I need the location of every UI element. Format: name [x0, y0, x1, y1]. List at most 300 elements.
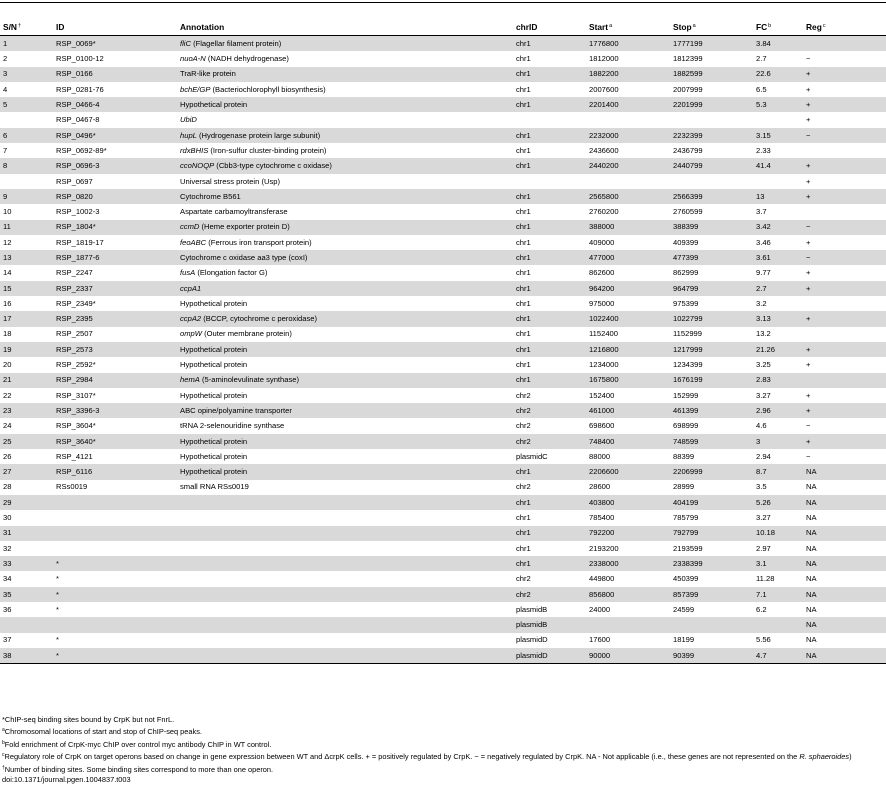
cell-fc: 6.5 — [756, 84, 767, 94]
table-row — [0, 464, 886, 479]
cell-reg — [803, 143, 886, 158]
cell-annotation — [177, 602, 513, 617]
cell-stop: 964799 — [670, 281, 753, 296]
cell-fc: 3.61 — [753, 250, 803, 265]
col-header-reg: Reg$^c$ — [803, 18, 886, 36]
cell-reg: NA — [803, 526, 886, 541]
cell-sn: 2 — [3, 54, 8, 64]
cell-start: 2193200 — [589, 543, 619, 553]
cell-stop: 28999 — [673, 482, 695, 492]
cell-id: RSP_0281-76 — [56, 84, 104, 94]
cell-annotation — [177, 296, 513, 311]
cell-chr: chr1 — [513, 36, 586, 52]
gene-description: (Flagellar filament protein) — [190, 38, 282, 48]
cell-fc: 2.96 — [753, 403, 803, 418]
cell-fc: 3.25 — [756, 360, 771, 370]
cell-annotation — [177, 97, 513, 112]
cell-id: RSP_0496* — [53, 128, 177, 143]
cell-start: 748400 — [586, 434, 670, 449]
gene-description: (Heme exporter protein D) — [199, 222, 290, 232]
cell-id: RSP_2349* — [56, 298, 96, 308]
cell-fc: 3.15 — [753, 128, 803, 143]
cell-reg: + — [803, 189, 886, 204]
cell-reg — [803, 296, 886, 311]
gene-name: fliC — [180, 38, 191, 48]
cell-chr: chr1 — [516, 360, 531, 370]
cell-id: * — [56, 604, 59, 614]
cell-start: 152400 — [589, 390, 615, 400]
cell-chr: chr1 — [513, 373, 586, 388]
cell-stop: 857399 — [670, 587, 753, 602]
cell-id: RSP_2247 — [56, 268, 93, 278]
gene-description: (Outer membrane protein) — [201, 329, 292, 339]
gene-name: feoABC — [180, 237, 207, 247]
cell-sn: 15 — [0, 281, 53, 296]
col-header-stop: Stop$^a$ — [670, 18, 753, 36]
cell-reg: NA — [803, 648, 886, 664]
cell-chr: chr2 — [513, 434, 586, 449]
gene-description: tRNA 2-selenouridine synthase — [180, 421, 285, 431]
cell-stop: 748599 — [670, 434, 753, 449]
cell-chr: chr1 — [516, 543, 531, 553]
table-row — [0, 556, 886, 571]
cell-reg: NA — [806, 513, 817, 523]
cell-fc — [753, 174, 803, 189]
col-header-fc: $FC^b$ — [753, 18, 803, 36]
cell-sn: 30 — [3, 513, 12, 523]
gene-description: Cytochrome B561 — [180, 191, 241, 201]
cell-annotation — [177, 403, 513, 418]
table-row — [0, 357, 886, 372]
cell-stop: 90399 — [670, 648, 753, 664]
cell-annotation — [177, 633, 513, 648]
table-row — [0, 189, 886, 204]
table-row — [0, 250, 886, 265]
cell-sn: 13 — [0, 250, 53, 265]
cell-stop: 1676199 — [670, 373, 753, 388]
cell-reg: NA — [806, 635, 817, 645]
col-header-annotation: Annotation — [177, 18, 513, 36]
cell-id — [53, 495, 177, 510]
cell-annotation — [177, 67, 513, 82]
table-row — [0, 342, 886, 357]
cell-start: 856800 — [586, 587, 670, 602]
cell-stop: 2440799 — [670, 158, 753, 173]
cell-reg — [803, 373, 886, 388]
col-header-start: Start$^a$ — [586, 18, 670, 36]
table-row — [0, 327, 886, 342]
cell-start: 792200 — [586, 526, 670, 541]
cell-reg: + — [803, 403, 886, 418]
cell-id: RSP_0696-3 — [53, 158, 177, 173]
cell-chr: chr1 — [516, 298, 531, 308]
cell-chr: plasmidB — [513, 617, 586, 632]
cell-sn — [0, 112, 53, 127]
cell-sn: 19 — [0, 342, 53, 357]
cell-start: 1234000 — [589, 360, 619, 370]
table-row — [0, 204, 886, 219]
gene-description: Hypothetical protein — [180, 360, 248, 370]
cell-stop: 785799 — [673, 513, 699, 523]
cell-fc: 21.26 — [753, 342, 803, 357]
cell-reg: − — [806, 54, 811, 64]
cell-reg: + — [806, 360, 811, 370]
cell-reg: − — [803, 128, 886, 143]
cell-chr: chr2 — [513, 587, 586, 602]
cell-id: RSP_2592* — [56, 360, 96, 370]
gene-description: (Ferrous iron transport protein) — [206, 237, 312, 247]
footnote-star: *ChIP-seq binding sites bound by CrpK but not FnrL. — [2, 715, 175, 724]
gene-name: bchE/GP — [180, 84, 211, 94]
cell-stop: 1022799 — [670, 311, 753, 326]
table-row — [0, 403, 886, 418]
table-footnotes — [0, 715, 886, 785]
gene-description: TraR-like protein — [180, 69, 236, 79]
cell-annotation — [177, 36, 513, 52]
cell-fc: 3.13 — [753, 311, 803, 326]
cell-id: * — [56, 635, 59, 645]
cell-annotation — [177, 495, 513, 510]
cell-sn: 25 — [0, 434, 53, 449]
table-row — [0, 97, 886, 112]
cell-sn: 37 — [3, 635, 12, 645]
cell-reg — [803, 204, 886, 219]
gene-description: (5-aminolevulinate synthase) — [199, 375, 300, 385]
table-top-rule — [0, 2, 886, 3]
footnote-a: $^a$Chromosomal locations of start and stop of ChIP-seq peaks. — [2, 727, 202, 737]
cell-stop: 1152999 — [673, 329, 702, 339]
cell-fc: 3.2 — [756, 298, 767, 308]
cell-stop: 450399 — [673, 574, 699, 584]
cell-chr: chr2 — [516, 390, 531, 400]
cell-id: * — [53, 648, 177, 664]
gene-description: Hypothetical protein — [180, 467, 248, 477]
cell-start: 2338000 — [586, 556, 670, 571]
cell-stop: 2436799 — [673, 145, 703, 155]
cell-id: RSs0019 — [56, 482, 88, 492]
cell-id: RSP_0100-12 — [56, 54, 104, 64]
cell-stop: 1777199 — [670, 36, 753, 52]
cell-sn: 14 — [3, 268, 12, 278]
cell-fc: 9.77 — [756, 268, 771, 278]
cell-fc: 5.56 — [756, 635, 771, 645]
table-row — [0, 571, 886, 586]
cell-reg: + — [803, 281, 886, 296]
cell-chr: chr2 — [513, 403, 586, 418]
col-header-sn: S/N† — [0, 18, 53, 36]
gene-description: Hypothetical protein — [180, 451, 248, 461]
cell-chr: chr1 — [516, 237, 531, 247]
cell-reg: NA — [803, 495, 886, 510]
cell-annotation — [177, 526, 513, 541]
cell-start: 2565800 — [586, 189, 670, 204]
table-row — [0, 51, 886, 66]
cell-annotation — [177, 464, 513, 479]
footnote-dagger: †Number of binding sites. Some binding sites correspond to more than one operon. — [2, 764, 274, 774]
gene-description: Hypothetical protein — [180, 436, 248, 446]
cell-sn: 9 — [0, 189, 53, 204]
cell-chr: plasmidC — [516, 451, 548, 461]
cell-reg: NA — [803, 464, 886, 479]
cell-start: 1776800 — [586, 36, 670, 52]
cell-start: 1812000 — [589, 54, 619, 64]
table-row — [0, 36, 886, 52]
table-row — [0, 82, 886, 97]
table-row — [0, 495, 886, 510]
cell-fc: 3.42 — [753, 220, 803, 235]
cell-annotation — [177, 480, 513, 495]
cell-fc: 2.7 — [756, 54, 767, 64]
cell-stop: 2566399 — [670, 189, 753, 204]
cell-start: 388000 — [586, 220, 670, 235]
cell-stop: 24599 — [673, 604, 695, 614]
cell-annotation — [177, 434, 513, 449]
cell-start: 1882200 — [586, 67, 670, 82]
cell-reg: + — [803, 97, 886, 112]
gene-description: (Cbb3-type cytochrome c oxidase) — [214, 161, 332, 171]
cell-reg: + — [803, 158, 886, 173]
cell-annotation — [177, 541, 513, 556]
cell-sn — [0, 617, 53, 632]
cell-sn: 31 — [0, 526, 53, 541]
col-header-id: ID — [53, 18, 177, 36]
cell-chr: chr2 — [516, 482, 531, 492]
cell-stop: 404199 — [670, 495, 753, 510]
cell-chr: chr1 — [513, 67, 586, 82]
gene-description: small RNA RSs0019 — [180, 482, 249, 492]
cell-stop: 2193599 — [673, 543, 703, 553]
table-row — [0, 617, 886, 632]
table-row — [0, 265, 886, 280]
cell-stop: 1812399 — [673, 54, 703, 64]
cell-chr: chr1 — [516, 329, 531, 339]
cell-annotation — [177, 189, 513, 204]
cell-start: 862600 — [589, 268, 615, 278]
cell-id — [53, 541, 177, 556]
table-row — [0, 541, 886, 556]
table-row — [0, 602, 886, 617]
cell-chr: chr1 — [513, 189, 586, 204]
cell-sn: 23 — [0, 403, 53, 418]
cell-annotation — [177, 82, 513, 97]
cell-fc: 13 — [753, 189, 803, 204]
table-header-row — [0, 18, 886, 36]
gene-name: ompW — [180, 329, 202, 339]
cell-sn: 38 — [0, 648, 53, 664]
cell-id: RSP_4121 — [56, 451, 93, 461]
cell-chr: chr1 — [516, 513, 531, 523]
table-row — [0, 67, 886, 82]
cell-sn: 32 — [3, 543, 12, 553]
cell-fc: 3.27 — [756, 513, 771, 523]
cell-fc: 2.7 — [753, 281, 803, 296]
cell-id: RSP_2507 — [56, 329, 93, 339]
cell-annotation — [177, 617, 513, 632]
cell-chr: chr1 — [513, 128, 586, 143]
cell-id: RSP_0692-89* — [56, 145, 107, 155]
cell-sn: 8 — [0, 158, 53, 173]
cell-id: RSP_0467-8 — [56, 115, 100, 125]
cell-fc: 11.28 — [756, 574, 775, 584]
gene-description: Hypothetical protein — [180, 390, 248, 400]
table-row — [0, 418, 886, 433]
cell-sn: 1 — [0, 36, 53, 52]
cell-stop: 388399 — [670, 220, 753, 235]
gene-description: (Hydrogenase protein large subunit) — [196, 130, 321, 140]
table-row — [0, 220, 886, 235]
cell-stop: 698999 — [673, 421, 699, 431]
gene-name: ccmD — [180, 222, 200, 232]
cell-fc: 10.18 — [753, 526, 803, 541]
cell-sn: 4 — [3, 84, 8, 94]
cell-fc: 4.7 — [753, 648, 803, 664]
table-body — [0, 36, 886, 664]
table-row — [0, 158, 886, 173]
footnote-c: $^c$Regulatory role of CrpK on target operons based on change in gene expression between WT and ΔcrpK cells. + = positively regulated by CrpK. − = negatively regulated by CrpK. NA - Not applicable (i.e., these genes are not represented on the R. sphaeroides) — [2, 752, 852, 762]
cell-fc: 3.46 — [756, 237, 771, 247]
cell-chr: chr1 — [516, 268, 531, 278]
cell-annotation — [177, 174, 513, 189]
cell-start — [586, 617, 670, 632]
table-row — [0, 587, 886, 602]
table-row — [0, 235, 886, 250]
cell-stop: 2338399 — [670, 556, 753, 571]
cell-chr: chr1 — [513, 97, 586, 112]
gene-description: Hypothetical protein — [180, 100, 248, 110]
cell-chr: chr1 — [513, 495, 586, 510]
cell-reg: − — [803, 250, 886, 265]
cell-annotation — [177, 311, 513, 326]
cell-reg: − — [806, 451, 811, 461]
cell-chr: chr1 — [516, 145, 531, 155]
cell-reg: NA — [806, 482, 817, 492]
cell-start: 785400 — [589, 513, 615, 523]
cell-stop: 1882599 — [670, 67, 753, 82]
cell-start — [586, 174, 670, 189]
cell-stop: 792799 — [670, 526, 753, 541]
cell-id — [53, 617, 177, 632]
cell-id: * — [56, 574, 59, 584]
cell-fc: 13.2 — [756, 329, 771, 339]
gene-name: ccpA1 — [180, 283, 202, 293]
cell-stop: 88399 — [673, 451, 695, 461]
table-row — [0, 128, 886, 143]
cell-start: 2440200 — [586, 158, 670, 173]
cell-sn: 36 — [3, 604, 12, 614]
cell-annotation — [177, 357, 513, 372]
cell-fc — [753, 617, 803, 632]
cell-start — [586, 112, 670, 127]
cell-start: 449800 — [589, 574, 615, 584]
cell-id: RSP_1002-3 — [56, 207, 100, 217]
cell-reg: + — [806, 115, 811, 125]
cell-fc: 3.5 — [756, 482, 767, 492]
cell-sn: 20 — [3, 360, 12, 370]
gene-description: (Iron-sulfur cluster-binding protein) — [208, 145, 327, 155]
cell-sn — [0, 174, 53, 189]
cell-chr: chr1 — [513, 311, 586, 326]
gene-description: ABC opine/polyamine transporter — [180, 405, 292, 415]
cell-fc: 5.3 — [753, 97, 803, 112]
cell-sn: 16 — [3, 298, 12, 308]
table-row — [0, 648, 886, 664]
gene-name: rdxBHIS — [180, 145, 209, 155]
gene-name: hemA — [180, 375, 200, 385]
cell-reg: + — [803, 311, 886, 326]
cell-chr: chr1 — [513, 281, 586, 296]
cell-fc: 3.84 — [753, 36, 803, 52]
cell-reg: + — [803, 342, 886, 357]
cell-id — [53, 526, 177, 541]
cell-annotation — [177, 388, 513, 403]
cell-start: 2206600 — [586, 464, 670, 479]
table-row — [0, 434, 886, 449]
cell-annotation — [177, 342, 513, 357]
gene-description: (NADH dehydrogenase) — [205, 54, 289, 64]
cell-chr: chr1 — [513, 342, 586, 357]
cell-annotation — [177, 556, 513, 571]
cell-chr: chr2 — [516, 574, 531, 584]
cell-id: RSP_2984 — [53, 373, 177, 388]
cell-reg — [803, 327, 886, 342]
cell-annotation — [177, 571, 513, 586]
gene-name: ccoNOQP — [180, 161, 215, 171]
cell-start: 698600 — [589, 421, 615, 431]
cell-start: 2436600 — [589, 145, 619, 155]
cell-sn: 35 — [0, 587, 53, 602]
cell-reg: + — [806, 176, 811, 186]
cell-chr: plasmidD — [513, 648, 586, 664]
cell-stop — [670, 112, 753, 127]
cell-id: RSP_2573 — [53, 342, 177, 357]
cell-annotation — [177, 128, 513, 143]
cell-stop: 2007999 — [673, 84, 703, 94]
cell-annotation — [177, 373, 513, 388]
table-row — [0, 112, 886, 127]
cell-sn: 7 — [3, 145, 8, 155]
cell-sn: 17 — [0, 311, 53, 326]
cell-stop: 461399 — [670, 403, 753, 418]
cell-sn: 29 — [0, 495, 53, 510]
cell-stop: 975399 — [673, 298, 699, 308]
gene-description: (BCCP, cytochrome c peroxidase) — [201, 314, 318, 324]
cell-reg: NA — [806, 574, 817, 584]
cell-stop: 2232399 — [670, 128, 753, 143]
cell-id: RSP_1877-6 — [53, 250, 177, 265]
cell-reg: + — [806, 84, 811, 94]
cell-start: 975000 — [589, 298, 615, 308]
cell-chr: chr1 — [516, 207, 531, 217]
cell-start: 403800 — [586, 495, 670, 510]
cell-id: RSP_3640* — [53, 434, 177, 449]
cell-start: 88000 — [589, 451, 611, 461]
cell-annotation — [177, 510, 513, 525]
cell-chr — [513, 174, 586, 189]
cell-id: RSP_1819-17 — [56, 237, 104, 247]
cell-sn: 12 — [3, 237, 12, 247]
cell-annotation — [177, 265, 513, 280]
cell-annotation — [177, 449, 513, 464]
cell-reg: NA — [806, 604, 817, 614]
cell-fc: 5.26 — [753, 495, 803, 510]
cell-chr: chr1 — [513, 250, 586, 265]
cell-sn: 34 — [3, 574, 12, 584]
cell-fc: 2.33 — [756, 145, 771, 155]
cell-id: RSP_3396-3 — [53, 403, 177, 418]
cell-id: RSP_3604* — [56, 421, 96, 431]
cell-stop: 2206999 — [670, 464, 753, 479]
table-row — [0, 388, 886, 403]
